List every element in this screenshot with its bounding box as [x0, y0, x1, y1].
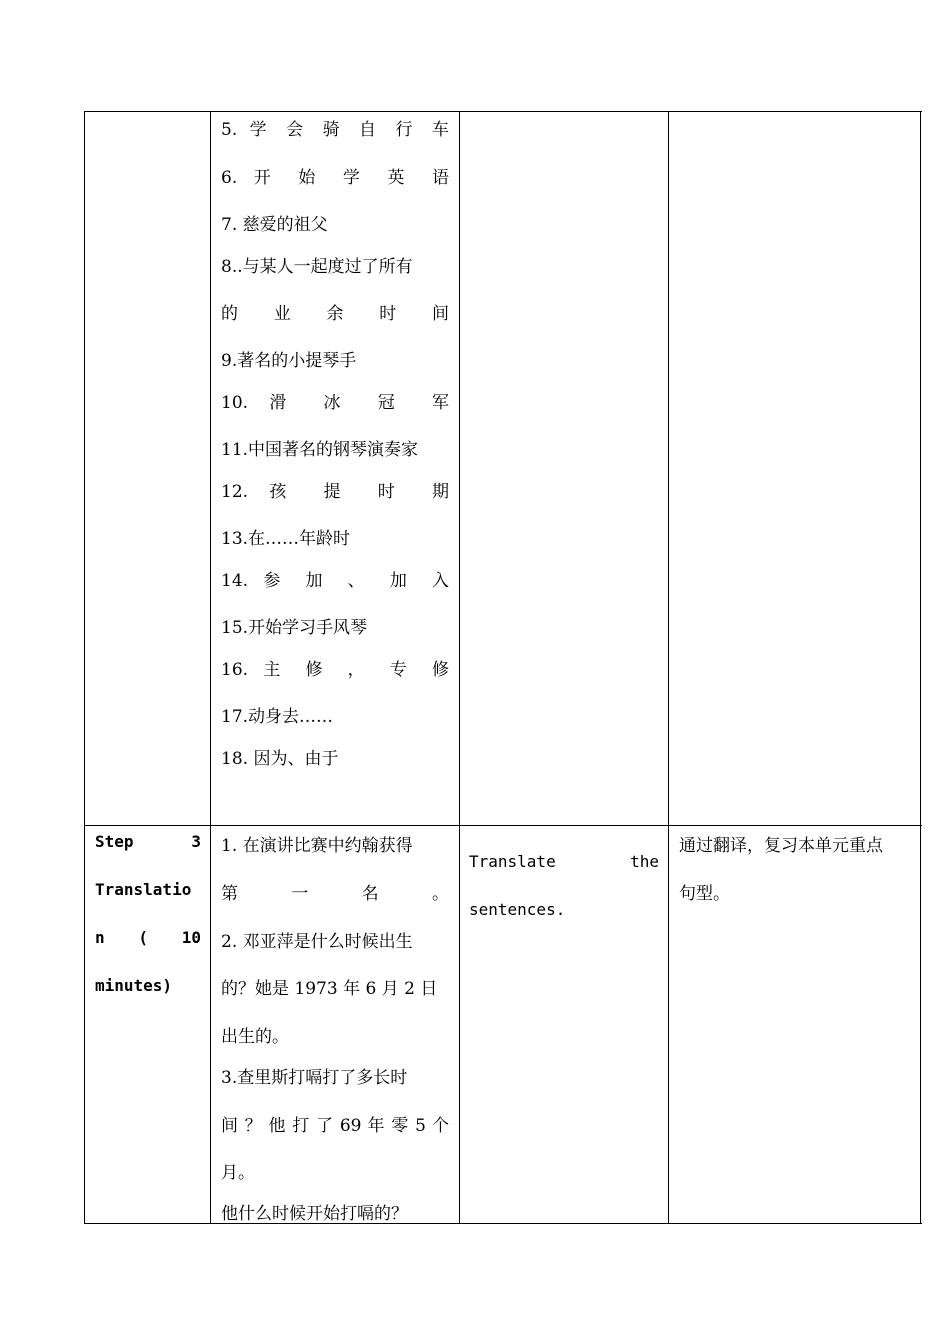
sentence-line: 间 ？ 他 打 了 69 年 零 5 个	[221, 1116, 449, 1136]
list-item: 12. 孩 提 时 期	[221, 482, 449, 502]
step-cell	[85, 826, 210, 1223]
sentence-line: 的？她是 1973 年 6 月 2 日	[221, 979, 438, 999]
list-item: 6. 开 始 学 英 语	[221, 168, 449, 188]
list-item: 的 业 余 时 间	[221, 304, 449, 324]
list-item: 13.在……年龄时	[221, 529, 351, 549]
vocab-cell	[211, 112, 459, 825]
list-item: 11.中国著名的钢琴演奏家	[221, 440, 419, 460]
sentence-line: 2. 邓亚萍是什么时候出生	[221, 932, 413, 952]
step-title: n ( 10	[95, 928, 201, 947]
activity-cell	[460, 826, 668, 1223]
list-item: 8..与某人一起度过了所有	[221, 257, 413, 277]
step-title: Step 3	[95, 832, 201, 851]
list-item: 14. 参 加 、 加 入	[221, 571, 449, 591]
table-border-right	[920, 111, 921, 1224]
list-item: 10. 滑 冰 冠 军	[221, 393, 449, 413]
sentence-line: 3.查里斯打嗝打了多长时	[221, 1068, 408, 1088]
sentence-line: 月。	[221, 1163, 255, 1183]
step-title: minutes)	[95, 976, 173, 995]
sentences-cell	[211, 826, 459, 1223]
list-item: 9.著名的小提琴手	[221, 351, 357, 371]
sentence-line: 出生的。	[221, 1027, 289, 1047]
purpose-text: 句型。	[679, 884, 730, 904]
purpose-text: 通过翻译，复习本单元重点	[679, 836, 883, 856]
sentence-line: 1. 在演讲比赛中约翰获得	[221, 836, 413, 856]
step-title: Translatio	[95, 880, 192, 899]
list-item: 15.开始学习手风琴	[221, 618, 368, 638]
activity-text: Translate the	[469, 852, 659, 871]
sentence-line: 他什么时候开始打嗝的？	[221, 1204, 408, 1224]
activity-text: sentences.	[469, 900, 566, 919]
list-item: 5. 学 会 骑 自 行 车	[221, 120, 449, 140]
list-item: 18. 因为、由于	[221, 749, 339, 769]
list-item: 16. 主 修 ， 专 修	[221, 660, 449, 680]
sentence-line: 第 一 名 。	[221, 884, 449, 904]
list-item: 17.动身去……	[221, 707, 334, 727]
purpose-cell	[669, 826, 920, 1223]
list-item: 7. 慈爱的祖父	[221, 215, 328, 235]
